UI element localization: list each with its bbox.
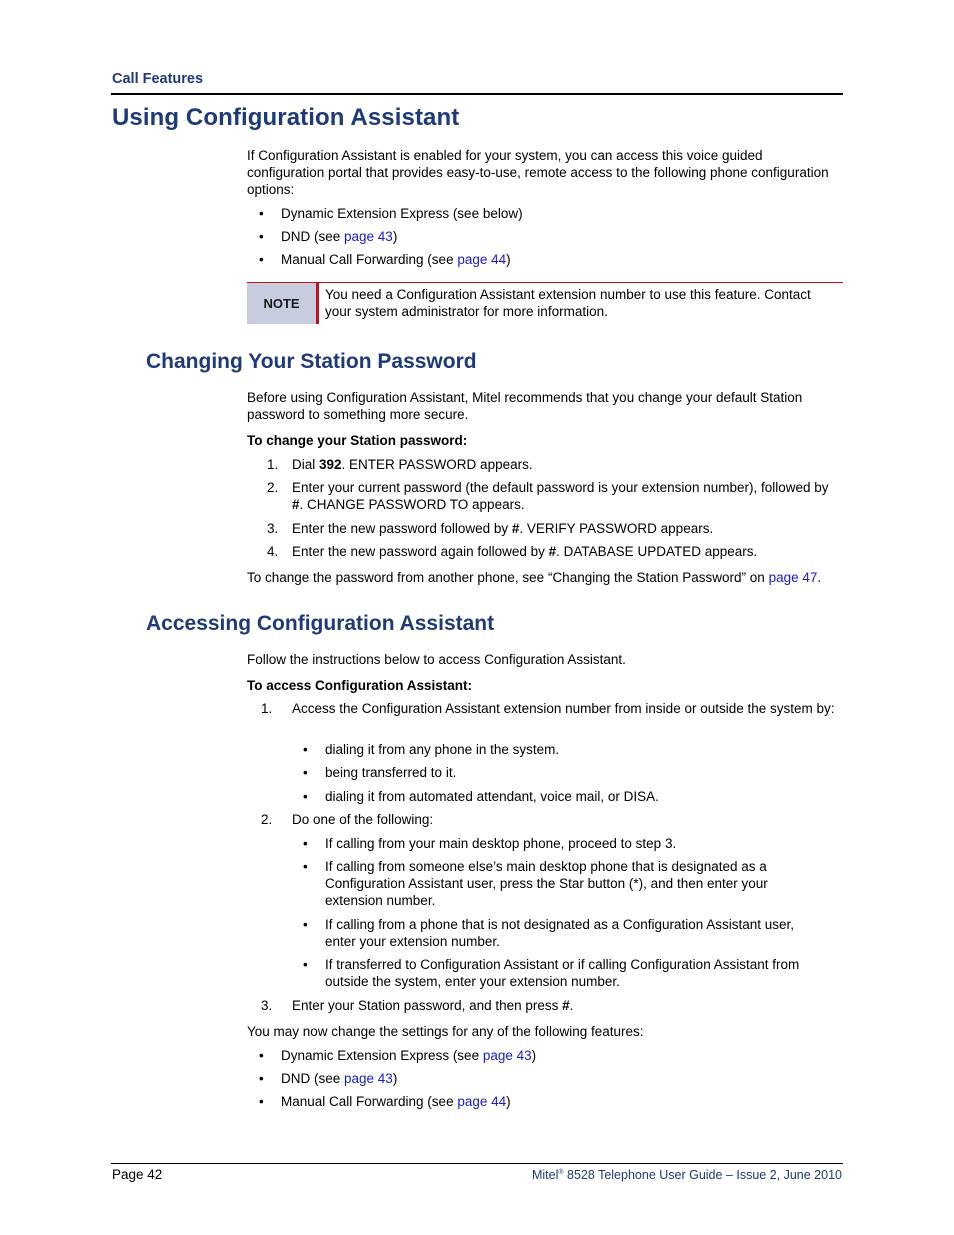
list-item: • being transferred to it. <box>303 765 457 780</box>
page-title: Using Configuration Assistant <box>112 104 460 131</box>
section-header: Call Features <box>112 71 204 87</box>
page-link[interactable]: page 43 <box>482 1048 532 1063</box>
list-item: • Manual Call Forwarding (see page 44) <box>259 1094 511 1109</box>
bullet-icon: • <box>259 1094 264 1109</box>
step-item: 2. Enter your current password (the default password is your extension number), followed by #. CHANGE PASSWORD TO appears. <box>267 480 829 512</box>
list-item: • dialing it from automated attendant, voice mail, or DISA. <box>303 789 659 804</box>
step-item: 2. Do one of the following: <box>261 812 434 827</box>
page-link[interactable]: page 43 <box>344 229 393 244</box>
bullet-icon: • <box>303 859 308 874</box>
note-text: You need a Configuration Assistant extension number to use this feature. Contact your system administrator for more information. <box>325 287 811 319</box>
bullet-icon: • <box>303 836 308 851</box>
section-heading: Changing Your Station Password <box>146 350 477 373</box>
footer-title: Mitel® 8528 Telephone User Guide – Issue 2, June 2010 <box>531 1168 842 1182</box>
list-item: • If transferred to Configuration Assistant or if calling Configuration Assistant from outside the system, enter your extension number. <box>303 957 800 989</box>
note-label: NOTE <box>247 283 316 324</box>
bullet-icon: • <box>303 789 308 804</box>
page-link[interactable]: page 44 <box>457 1094 507 1109</box>
bullet-icon: • <box>303 957 308 972</box>
procedure-title: To change your Station password: <box>247 433 468 448</box>
list-item: • DND (see page 43) <box>259 1071 398 1086</box>
section-heading: Accessing Configuration Assistant <box>146 612 495 635</box>
footer-rule <box>111 1163 843 1164</box>
list-item: • Dynamic Extension Express (see below) <box>259 206 523 221</box>
page-number: Page 42 <box>112 1167 163 1182</box>
bullet-icon: • <box>303 765 308 780</box>
list-item: • If calling from a phone that is not designated as a Configuration Assistant user, enter your extension number. <box>303 917 795 949</box>
page-link[interactable]: page 44 <box>457 252 507 267</box>
bullet-icon: • <box>303 742 308 757</box>
page-link[interactable]: page 47 <box>768 570 818 585</box>
step-item: 3. Enter the new password followed by #. VERIFY PASSWORD appears. <box>267 521 714 536</box>
note-top-rule <box>247 282 843 283</box>
page-link[interactable]: page 43 <box>344 1071 393 1086</box>
list-item: • Dynamic Extension Express (see page 43) <box>259 1048 537 1063</box>
bullet-icon: • <box>259 206 264 221</box>
procedure-title: To access Configuration Assistant: <box>247 678 473 693</box>
note-accent-bar <box>316 283 319 324</box>
closing-paragraph: To change the password from another phone, see “Changing the Station Password” on page 47. <box>247 570 822 585</box>
intro-paragraph: If Configuration Assistant is enabled for your system, you can access this voice guided configuration portal that provides easy-to-use, remote access to the following phone configuration options: <box>247 148 829 197</box>
step-item: 1. Access the Configuration Assistant extension number from inside or outside the system by: <box>261 701 835 716</box>
closing-paragraph: You may now change the settings for any of the following features: <box>247 1024 644 1039</box>
bullet-icon: • <box>259 252 264 267</box>
bullet-icon: • <box>303 917 308 932</box>
bullet-icon: • <box>259 229 264 244</box>
list-item: • dialing it from any phone in the system. <box>303 742 560 757</box>
list-item: • If calling from someone else’s main desktop phone that is designated as a Configuration Assistant user, press the Star button (*), and then enter your extension number. <box>303 859 768 908</box>
header-rule <box>111 93 843 95</box>
list-item: • Manual Call Forwarding (see page 44) <box>259 252 511 267</box>
step-item: 1. Dial 392. ENTER PASSWORD appears. <box>267 457 533 472</box>
list-item: • If calling from your main desktop phone, proceed to step 3. <box>303 836 677 851</box>
section-intro: Follow the instructions below to access Configuration Assistant. <box>247 652 626 667</box>
bullet-icon: • <box>259 1048 264 1063</box>
step-item: 3. Enter your Station password, and then press #. <box>261 998 574 1013</box>
step-item: 4. Enter the new password again followed by #. DATABASE UPDATED appears. <box>267 544 758 559</box>
bullet-icon: • <box>259 1071 264 1086</box>
list-item: • DND (see page 43) <box>259 229 398 244</box>
section-intro: Before using Configuration Assistant, Mitel recommends that you change your default Station password to something more secure. <box>247 390 803 422</box>
